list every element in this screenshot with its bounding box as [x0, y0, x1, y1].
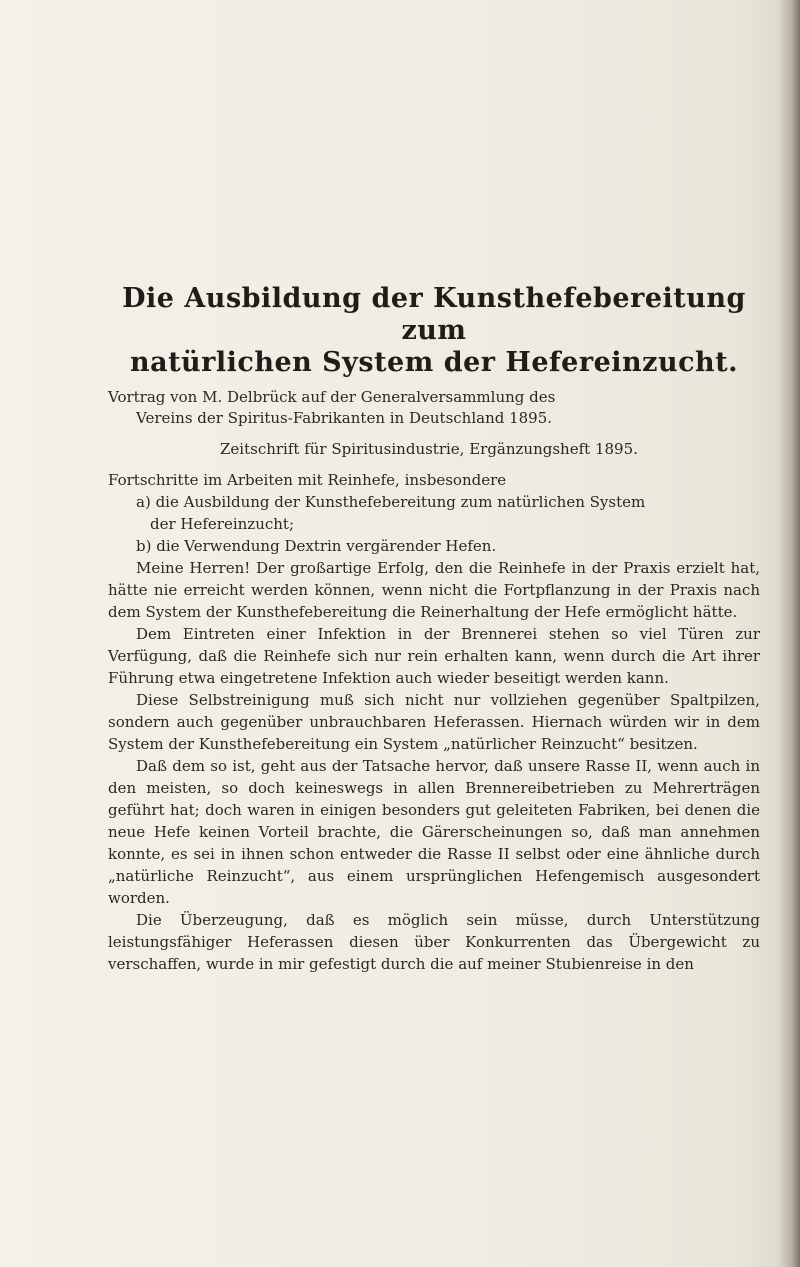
paragraph-3: Diese Selbstreinigung muß sich nicht nur vollziehen gegenüber Spaltpilzen, sondern auch gegenüber unbrauchbaren Heferassen. Hiernach würden wir in dem System der Kunsthefebereitung ein System „natürlicher Reinzucht“ besitzen.	[108, 691, 760, 753]
book-edge-shadow	[778, 0, 800, 1267]
paragraph-1: Meine Herren! Der großartige Erfolg, den die Reinhefe in der Praxis erzielt hat, hätte nie erreicht werden können, wenn nicht die Fortpflanzung in der Praxis nach dem System der Kunsthefebereitung die Reinerhaltung der Hefe ermöglicht hätte.	[108, 559, 760, 621]
paragraph-5: Die Überzeugung, daß es möglich sein müsse, durch Unterstützung leistungsfähiger Heferassen diesen über Konkurrenten das Übergewicht zu verschaffen, wurde in mir gefestigt durch die auf meiner Stubienreise in den	[108, 911, 760, 973]
list-item-a-line-1: a) die Ausbildung der Kunsthefebereitung zum natürlichen System	[136, 493, 646, 511]
title-line-2: natürlichen System der Hefereinzucht.	[129, 347, 739, 378]
document-title	[108, 283, 760, 379]
paragraph-4: Daß dem so ist, geht aus der Tatsache hervor, daß unsere Rasse II, wenn auch in den meisten, so doch keineswegs in allen Brennereibetrieben zu Mehrerträgen geführt hat; doch waren in einigen besonders gut geleiteten Fabriken, bei denen die neue Hefe keinen Vorteil brachte, die Gärerscheinungen so, daß man annehmen konnte, es sei in ihnen schon entweder die Rasse II selbst oder eine ähnliche durch „natürliche Reinzucht“, aus einem ursprünglichen Hefengemisch ausgesondert worden.	[108, 757, 760, 907]
paragraph-2: Dem Eintreten einer Infektion in der Brennerei stehen so viel Türen zur Verfügung, daß die Reinhefe sich nur rein erhalten kann, wenn durch die Art ihrer Führung etwa eingetretene Infektion auch wieder beseitigt werden kann.	[108, 625, 760, 687]
intro-line: Fortschritte im Arbeiten mit Reinhefe, insbesondere	[108, 471, 507, 489]
list-item-b: b) die Verwendung Dextrin vergärender Hefen.	[136, 537, 497, 555]
lecture-line-1: Vortrag von M. Delbrück auf der Generalversammlung des	[108, 388, 556, 406]
journal-reference: Zeitschrift für Spiritusindustrie, Ergänzungsheft 1895.	[220, 440, 638, 458]
list-item-a-line-2: der Hefereinzucht;	[150, 515, 295, 533]
lecture-info	[108, 387, 760, 429]
lecture-line-2: Vereins der Spiritus-Fabrikanten in Deutschland 1895.	[136, 409, 553, 427]
title-line-1: Die Ausbildung der Kunsthefebereitung zum	[122, 283, 746, 346]
document-body	[108, 283, 760, 975]
list-item-a	[108, 491, 760, 535]
